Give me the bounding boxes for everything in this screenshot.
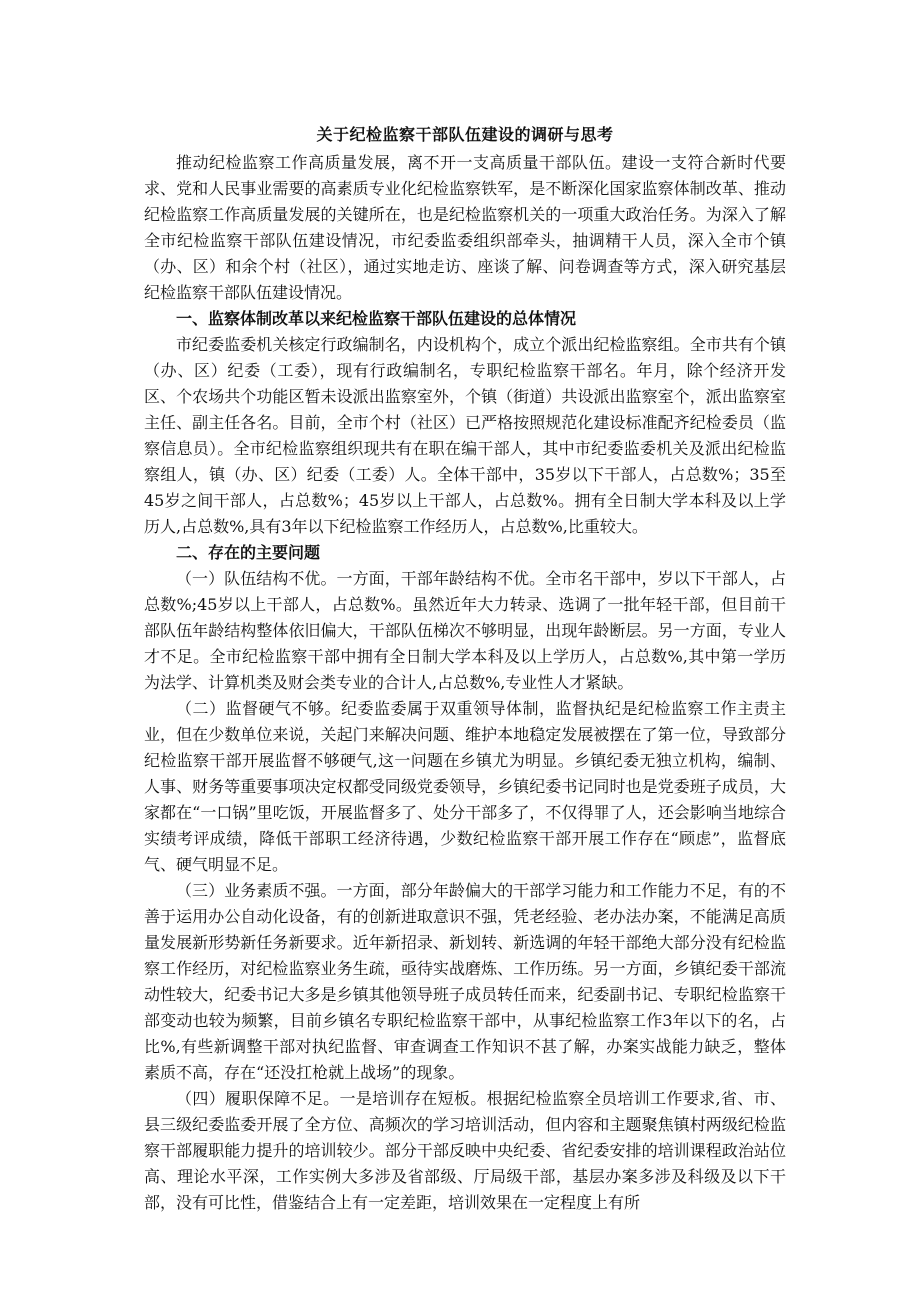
problem-paragraph-structure: （一）队伍结构不优。一方面，干部年龄结构不优。全市名干部中，岁以下干部人，占总数%;45岁以上干部人，占总数%。虽然近年大力转录、选调了一批年轻干部，但目前干部队伍年龄结构整体依旧偏大，干部队伍梯次不够明显，出现年龄断层。另一方面，专业人才不足。全市纪检监察干部中拥有全日制大学本科及以上学历人，占总数%,其中第一学历为法学、计算机类及财会类专业的合计人,占总数%,专业性人才紧缺。 [144,569,786,692]
overview-paragraph: 市纪委监委机关核定行政编制名，内设机构个，成立个派出纪检监察组。全市共有个镇（办、区）纪委（工委），现有行政编制名，专职纪检监察干部名。年月，除个经济开发区、个农场共个功能区暂未设派出监察室外，个镇（街道）共设派出监察室个，派出监察室主任、副主任各名。目前，全市个村（社区）已严格按照规范化建设标准配齐纪检委员（监察信息员）。全市纪检监察组织现共有在职在编干部人，其中市纪委监委机关及派出纪检监察组人，镇（办、区）纪委（工委）人。全体干部中，35岁以下干部人，占总数%；35至45岁之间干部人，占总数%；45岁以上干部人，占总数%。拥有全日制大学本科及以上学历人,占总数%,具有3年以下纪检监察工作经历人，占总数%,比重较大。 [144,335,786,536]
problem-paragraph-competence: （三）业务素质不强。一方面，部分年龄偏大的干部学习能力和工作能力不足，有的不善于运用办公自动化设备，有的创新进取意识不强，凭老经验、老办法办案，不能满足高质量发展新形势新任务新要求。近年新招录、新划转、新选调的年轻干部绝大部分没有纪检监察工作经历，对纪检监察业务生疏，亟待实战磨炼、工作历练。另一方面，乡镇纪委干部流动性较大，纪委书记大多是乡镇其他领导班子成员转任而来，纪委副书记、专职纪检监察干部变动也较为频繁，目前乡镇名专职纪检监察干部中，从事纪检监察工作3年以下的名，占比%,有些新调整干部对执纪监督、审查调查工作知识不甚了解，办案实战能力缺乏，整体素质不高，存在“还没扛枪就上战场”的现象。 [144,881,786,1082]
problem-paragraph-supervision: （二）监督硬气不够。纪委监委属于双重领导体制，监督执纪是纪检监察工作主责主业，但在少数单位来说，关起门来解决问题、维护本地稳定发展被摆在了第一位，导致部分纪检监察干部开展监督不够硬气,这一问题在乡镇尤为明显。乡镇纪委无独立机构，编制、人事、财务等重要事项决定权都受同级党委领导，乡镇纪委书记同时也是党委班子成员，大家都在“一口锅”里吃饭，开展监督多了、处分干部多了，不仅得罪了人，还会影响当地综合实绩考评成绩，降低干部职工经济待遇，少数纪检监察干部开展工作存在“顾虑”，监督底气、硬气明显不足。 [144,699,786,874]
section-heading-overview: 一、监察体制改革以来纪检监察干部队伍建设的总体情况 [176,309,577,328]
section-heading-problems: 二、存在的主要问题 [176,543,321,562]
document-page [144,124,786,1216]
problem-paragraph-support: （四）履职保障不足。一是培训存在短板。根据纪检监察全员培训工作要求,省、市、县三级纪委监委开展了全方位、高频次的学习培训活动，但内容和主题聚焦镇村两级纪检监察干部履职能力提升的培训较少。部分干部反映中央纪委、省纪委安排的培训课程政治站位高、理论水平深，工作实例大多涉及省部级、厅局级干部，基层办案多涉及科级及以下干部，没有可比性，借鉴结合上有一定差距，培训效果在一定程度上有所 [144,1089,786,1212]
document-title: 关于纪检监察干部队伍建设的调研与思考 [316,125,614,144]
intro-paragraph: 推动纪检监察工作高质量发展，离不开一支高质量干部队伍。建设一支符合新时代要求、党和人民事业需要的高素质专业化纪检监察铁军，是不断深化国家监察体制改革、推动纪检监察工作高质量发展的关键所在，也是纪检监察机关的一项重大政治任务。为深入了解全市纪检监察干部队伍建设情况，市纪委监委组织部牵头，抽调精干人员，深入全市个镇（办、区）和余个村（社区），通过实地走访、座谈了解、问卷调查等方式，深入研究基层纪检监察干部队伍建设情况。 [144,153,786,302]
